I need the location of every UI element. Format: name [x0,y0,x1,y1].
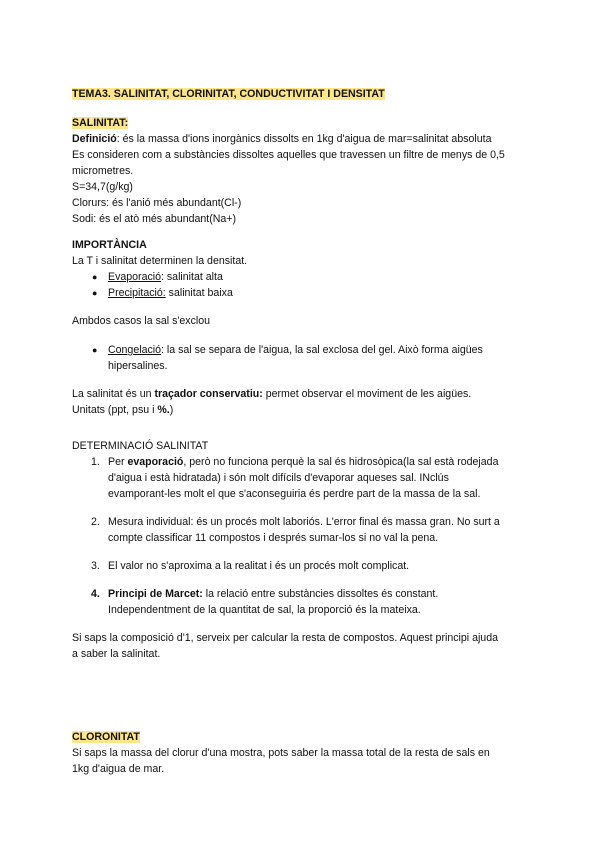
cloronitat-line: 1kg d'aigua de mar. [72,763,165,775]
list-item-cont: evamporant-les molt el que s'aconseguiria és perdre part de la massa de la sal. [108,488,481,500]
salinitat-line: Clorurs: és l'anió més abundant(Cl-) [72,197,242,209]
salinitat-heading: SALINITAT: [72,117,129,129]
importancia-heading: IMPORTÀNCIA [72,239,147,251]
cloronitat-heading: CLORONITAT [72,731,140,743]
list-number: 3. [91,560,100,572]
bullet-icon: ● [92,288,98,298]
list-item-cont: hipersalines. [108,360,168,372]
cloronitat-line: Si saps la massa del clorur d'una mostra, pots saber la massa total de la resta de sals en [72,747,490,759]
determinacio-after: Si saps la composició d'1, serveix per calcular la resta de compostos. Aquest principi ajuda [72,632,498,644]
list-item-cont: compte classificar 11 compostos i després sumar-los si no val la pena. [108,532,439,544]
bullet-icon: ● [92,272,98,282]
importancia-intro: La T i salinitat determinen la densitat. [72,255,248,267]
tracador-line: La salinitat és un traçador conservatiu: permet observar el moviment de les aigües. [72,388,472,400]
definicio-line: Definició: és la massa d'ions inorgànics dissolts en 1kg d'aigua de mar=salinitat absoluta [72,133,492,145]
salinitat-line: S=34,7(g/kg) [72,181,133,193]
salinitat-line: Sodi: és el atò més abundant(Na+) [72,213,237,225]
ambdos-line: Ambdos casos la sal s'exclou [72,315,211,327]
salinitat-line: micrometres. [72,165,134,177]
list-item: El valor no s'aproxima a la realitat i és un procés molt complicat. [108,560,410,572]
determinacio-heading: DETERMINACIÓ SALINITAT [72,440,209,452]
bullet-icon: ● [92,345,98,355]
page-title [72,86,385,102]
list-number: 1. [91,456,100,468]
list-item: Precipitació: salinitat baixa [108,287,233,299]
list-item: Evaporació: salinitat alta [108,271,223,283]
unitats-line: Unitats (ppt, psu i %.) [72,404,174,416]
list-item-cont: Independentment de la quantitat de sal, la proporció és la mateixa. [108,604,421,616]
list-item: Principi de Marcet: la relació entre substàncies dissoltes és constant. [108,588,439,600]
determinacio-after: a saber la salinitat. [72,648,161,660]
list-item: Congelació: la sal se separa de l'aigua, la sal exclosa del gel. Això forma aigües [108,344,483,356]
list-item: Per evaporació, però no funciona perquè la sal és hidrosòpica(la sal està rodejada [108,456,499,468]
list-number: 4. [91,588,100,600]
list-item-cont: d'aigua i està hidratada) i són molt difícils d'evaporar aqueses sal. INclús [108,472,449,484]
title-text: TEMA3. SALINITAT, CLORINITAT, CONDUCTIVITAT I DENSITAT [72,88,385,100]
list-item: Mesura individual: és un procés molt laboriós. L'error final és massa gran. No surt a [108,516,500,528]
salinitat-line: Es consideren com a substàncies dissoltes aquelles que travessen un filtre de menys de 0,5 [72,149,505,161]
list-number: 2. [91,516,100,528]
